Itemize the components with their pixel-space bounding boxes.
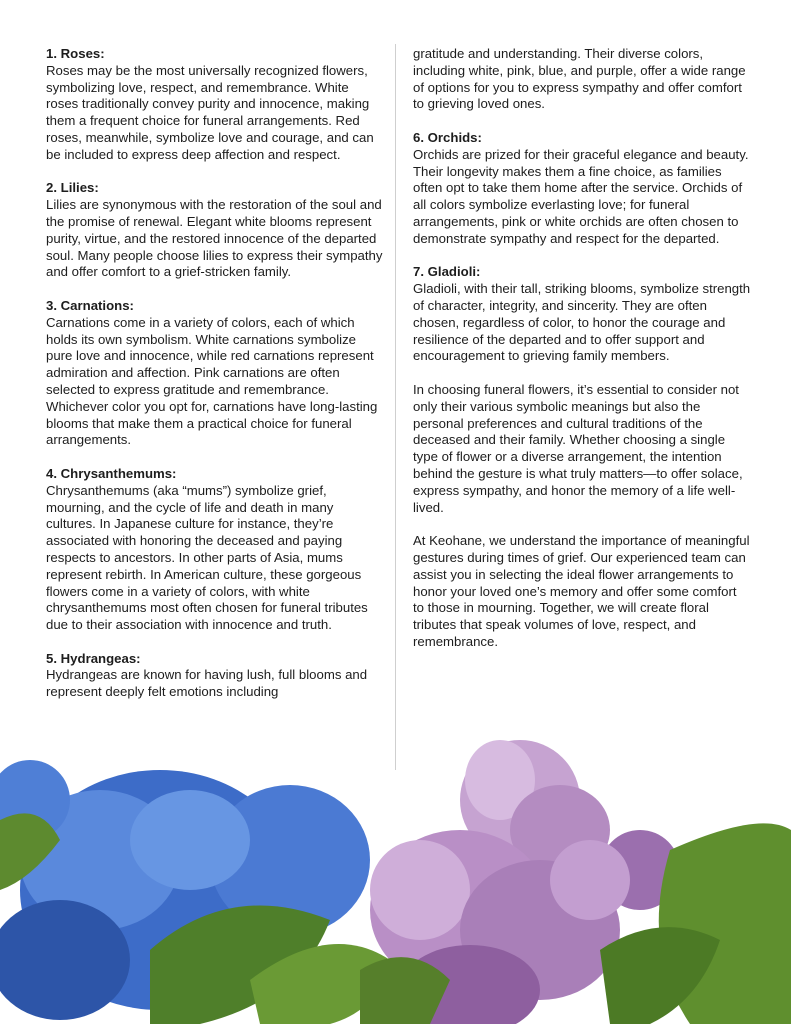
section-heading: 4. Chrysanthemums: xyxy=(46,465,177,481)
section-heading: 2. Lilies: xyxy=(46,180,99,196)
section-gladioli xyxy=(413,264,751,365)
section-carnations xyxy=(46,298,384,449)
closing-paragraph-1 xyxy=(413,382,751,516)
section-roses xyxy=(46,46,384,164)
section-body: Carnations come in a variety of colors, each of which holds its own symbolism. White carnations symbolize pure love and innocence, while red carnations represent admiration and affection. Pink carnations are often selected to express gratitude and remembrance. Whichever color you opt for, carnations have long-lasting blooms that make them a practical choice for funeral arrangements. xyxy=(46,314,378,448)
section-hydrangeas-continued xyxy=(413,46,751,113)
section-body: gratitude and understanding. Their diverse colors, including white, pink, blue, and purple, offer a wide range of options for you to express sympathy and offer comfort to grieving loved ones. xyxy=(413,46,746,112)
closing-text: At Keohane, we understand the importance of meaningful gestures during times of grief. Our experienced team can assist you in selecting the ideal flower arrangements to honor your loved one’s memory and offer some comfort to those in mourning. Together, we will create floral tributes that speak volumes of love, respect, and remembrance. xyxy=(413,533,750,649)
section-body: Roses may be the most universally recognized flowers, symbolizing love, respect, and remembrance. White roses traditionally convey purity and innocence, making them a frequent choice for funeral arrangements. Red roses, meanwhile, symbolize love and courage, and can be included to express deep affection and respect. xyxy=(46,62,374,162)
section-body: Orchids are prized for their graceful elegance and beauty. Their longevity makes them a fine choice, as families often opt to take them home after the service. Orchids of all colors symbolize everlasting love; for funeral arrangements, pink or white orchids are often chosen to demonstrate sympathy and respect for the departed. xyxy=(413,146,749,246)
closing-text: In choosing funeral flowers, it’s essential to consider not only their various symbolic meanings but also the personal preferences and cultural traditions of the deceased and their family. Whether choosing a single type of flower or a diverse arrangement, the intention behind the gesture is what truly matters—to offer solace, express sympathy, and honor the memory of a life well-lived. xyxy=(413,381,743,515)
section-heading: 3. Carnations: xyxy=(46,297,134,313)
section-hydrangeas xyxy=(46,651,384,701)
section-heading: 5. Hydrangeas: xyxy=(46,650,141,666)
section-body: Hydrangeas are known for having lush, full blooms and represent deeply felt emotions including xyxy=(46,667,368,700)
closing-paragraph-2 xyxy=(413,533,751,651)
section-heading: 1. Roses: xyxy=(46,46,105,61)
section-lilies xyxy=(46,180,384,281)
section-body: Gladioli, with their tall, striking blooms, symbolize strength of character, integrity, and sincerity. They are often chosen, regardless of color, to honor the courage and resilience of the departed and to offer support and encouragement to grieving family members. xyxy=(413,281,751,364)
section-chrysanthemums xyxy=(46,466,384,634)
section-orchids xyxy=(413,130,751,248)
flower-photo xyxy=(0,720,791,1024)
section-body: Lilies are synonymous with the restoration of the soul and the promise of renewal. Elegant white blooms represent purity, virtue, and the restored innocence of the departed soul. Many people choose lilies to express their sympathy and offer comfort to a grief-stricken family. xyxy=(46,197,383,280)
section-body: Chrysanthemums (aka “mums”) symbolize grief, mourning, and the cycle of life and death in many cultures. In Japanese culture for instance, they’re associated with honoring the deceased and paying respects to ancestors. In other parts of Asia, mums represent rebirth. In American culture, these gorgeous flowers come in a variety of colors, with white chrysanthemums most often chosen for funeral tributes due to their association with innocence and truth. xyxy=(46,482,368,633)
section-heading: 7. Gladioli: xyxy=(413,264,481,280)
section-heading: 6. Orchids: xyxy=(413,129,482,145)
left-column xyxy=(46,46,384,718)
column-divider xyxy=(395,44,396,770)
flower-illustration xyxy=(0,720,791,1024)
right-column xyxy=(413,46,751,667)
